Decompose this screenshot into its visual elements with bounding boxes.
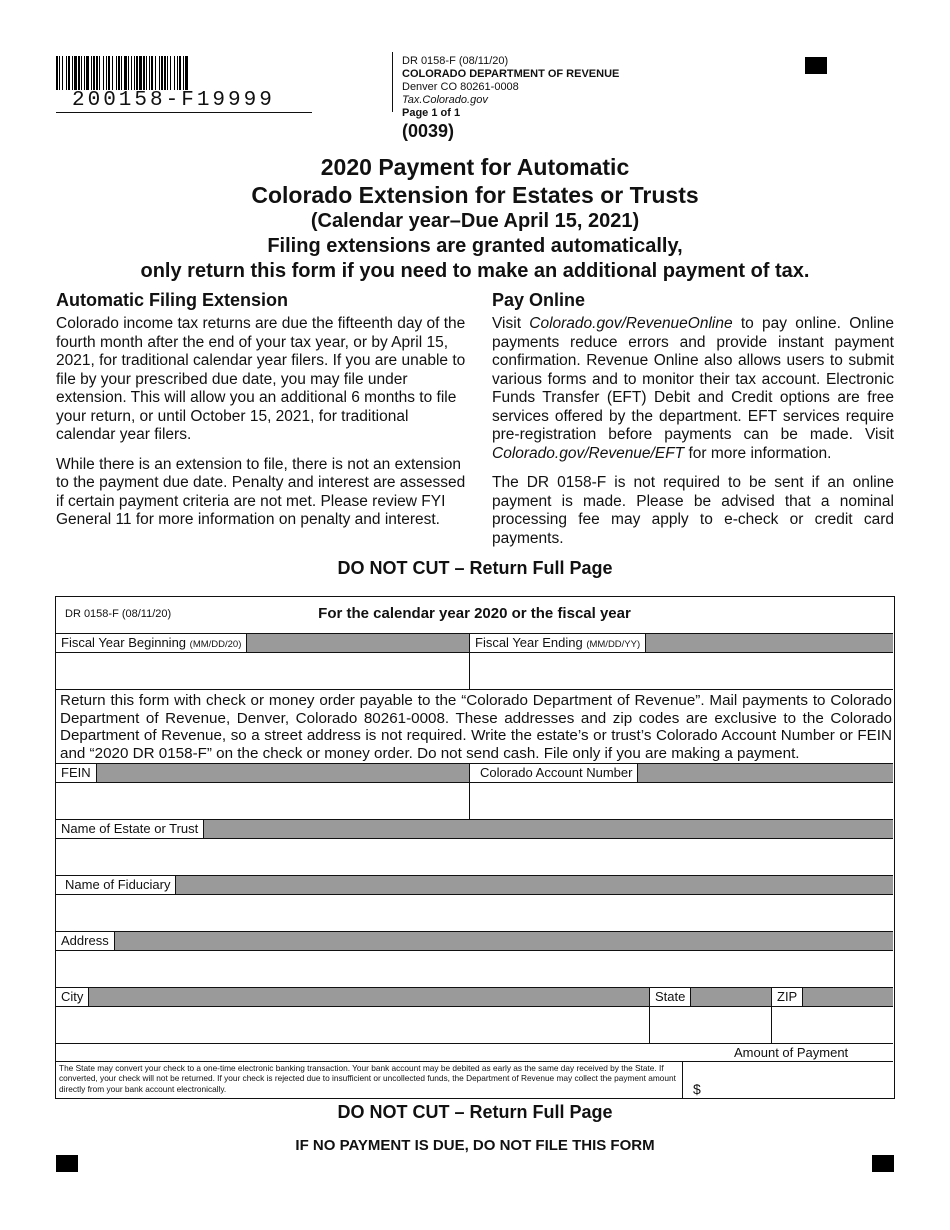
department-address: Denver CO 80261-0008 — [402, 81, 519, 93]
do-not-cut-notice: DO NOT CUT – Return Full Page — [337, 558, 613, 578]
fiscal-begin-label: Fiscal Year Beginning (MM/DD/20) — [56, 634, 247, 652]
website: Tax.Colorado.gov — [402, 94, 488, 106]
title-line: Filing extensions are granted automatically, — [267, 235, 683, 257]
check-conversion-notice: The State may convert your check to a one-time electronic banking transaction. Your bank account may be debited as early as the same day received by the State. If converted, your check will not be returned. If your check is rejected due to insufficient or uncollected funds, the Department of Revenue may collect the payment amount directly from your bank account electronically. — [59, 1063, 676, 1094]
zip-input[interactable] — [772, 1007, 893, 1043]
voucher-form-id: DR 0158-F (08/11/20) — [65, 608, 172, 620]
registration-mark — [872, 1155, 894, 1172]
paragraph: Colorado income tax returns are due the fifteenth day of the fourth month after the end of your tax year, or by April 15, 2021, for traditional calendar year filers. If you are unable to file by your prescribed due date, you may file under extension. This will allow you an additional 6 months to file your return, or until October 15, 2021, for traditional calendar year filers. — [56, 315, 466, 443]
department-name: COLORADO DEPARTMENT OF REVENUE — [402, 68, 620, 80]
barcode-bars — [56, 56, 312, 90]
account-number-input[interactable] — [470, 783, 893, 820]
paragraph — [492, 315, 894, 463]
fein-label: FEIN — [56, 764, 97, 782]
account-number-label: Colorado Account Number — [470, 764, 638, 782]
estate-name-label: Name of Estate or Trust — [56, 820, 204, 838]
amount-input[interactable] — [706, 1063, 892, 1097]
paragraph: The DR 0158-F is not required to be sent if an online payment is made. Please be advised that a nominal processing fee may apply to e-check or credit card payments. — [492, 474, 894, 547]
zip-label: ZIP — [772, 988, 803, 1006]
fiscal-end-input[interactable] — [470, 653, 893, 690]
no-payment-notice: IF NO PAYMENT IS DUE, DO NOT FILE THIS FORM — [295, 1137, 655, 1154]
state-label: State — [650, 988, 691, 1006]
payment-voucher — [55, 596, 895, 1099]
text: for more information. — [684, 444, 832, 462]
city-label: City — [56, 988, 89, 1006]
eft-link[interactable]: Colorado.gov/Revenue/EFT — [492, 444, 685, 462]
section-heading: Automatic Filing Extension — [56, 290, 289, 310]
revenue-online-link[interactable]: Colorado.gov/RevenueOnline — [529, 315, 733, 332]
fiduciary-name-label: Name of Fiduciary — [56, 876, 176, 894]
pay-online-section — [492, 289, 894, 559]
fiduciary-name-input[interactable] — [56, 895, 893, 932]
address-input[interactable] — [56, 951, 893, 988]
registration-mark — [56, 1155, 78, 1172]
form-code: (0039) — [402, 121, 455, 141]
address-label: Address — [56, 932, 115, 950]
title-line: Colorado Extension for Estates or Trusts — [251, 182, 699, 208]
form-id: DR 0158-F (08/11/20) — [402, 55, 509, 67]
text: Visit — [492, 315, 530, 332]
title-line: 2020 Payment for Automatic — [320, 154, 630, 180]
header-divider — [392, 52, 393, 112]
dollar-sign: $ — [693, 1081, 701, 1097]
section-heading: Pay Online — [492, 290, 586, 310]
fiscal-end-label: Fiscal Year Ending (MM/DD/YY) — [470, 634, 646, 652]
fein-input[interactable] — [56, 783, 469, 820]
voucher-title: For the calendar year 2020 or the fiscal year — [318, 605, 631, 622]
fiscal-begin-input[interactable] — [56, 653, 469, 690]
text: to pay online. Online payments reduce errors and provide instant payment confirmation. Revenue Online also allows users to submit various forms and to monitor their tax account. Electronic Funds Transfer (EFT) Debit and Credit options are free services offered by the department. EFT services require pre-registration before payments can be made. Visit — [492, 315, 894, 443]
amount-label: Amount of Payment — [734, 1045, 849, 1060]
page-title — [0, 153, 950, 284]
page-number: Page 1 of 1 — [402, 107, 461, 119]
title-line: (Calendar year–Due April 15, 2021) — [310, 210, 640, 232]
automatic-extension-section — [56, 289, 470, 541]
mailing-instructions: Return this form with check or money order payable to the “Colorado Department of Revenue”. Mail payments to Colorado Department of Revenue, Denver, Colorado 80261-0008. These addresses and zip codes are exclusive to the Colorado Department of Revenue, so a street address is not required. Write the estate’s or trust’s Colorado Account Number or FEIN and “2020 DR 0158-F” on the check or money order. Do not send cash. File only if you are making a payment. — [60, 692, 892, 762]
registration-mark — [805, 57, 827, 74]
city-input[interactable] — [56, 1007, 649, 1043]
estate-name-input[interactable] — [56, 839, 893, 876]
title-line: only return this form if you need to make an additional payment of tax. — [140, 260, 810, 282]
form-header — [402, 55, 619, 120]
barcode-number: 200158-F19999 — [56, 90, 312, 113]
barcode — [56, 56, 312, 113]
paragraph: While there is an extension to file, there is not an extension to the payment due date. Penalty and interest are assessed if certain payment criteria are not met. Please review FYI General 11 for more information on penalty and interest. — [56, 455, 466, 528]
state-input[interactable] — [650, 1007, 771, 1043]
do-not-cut-notice-bottom: DO NOT CUT – Return Full Page — [337, 1102, 613, 1122]
